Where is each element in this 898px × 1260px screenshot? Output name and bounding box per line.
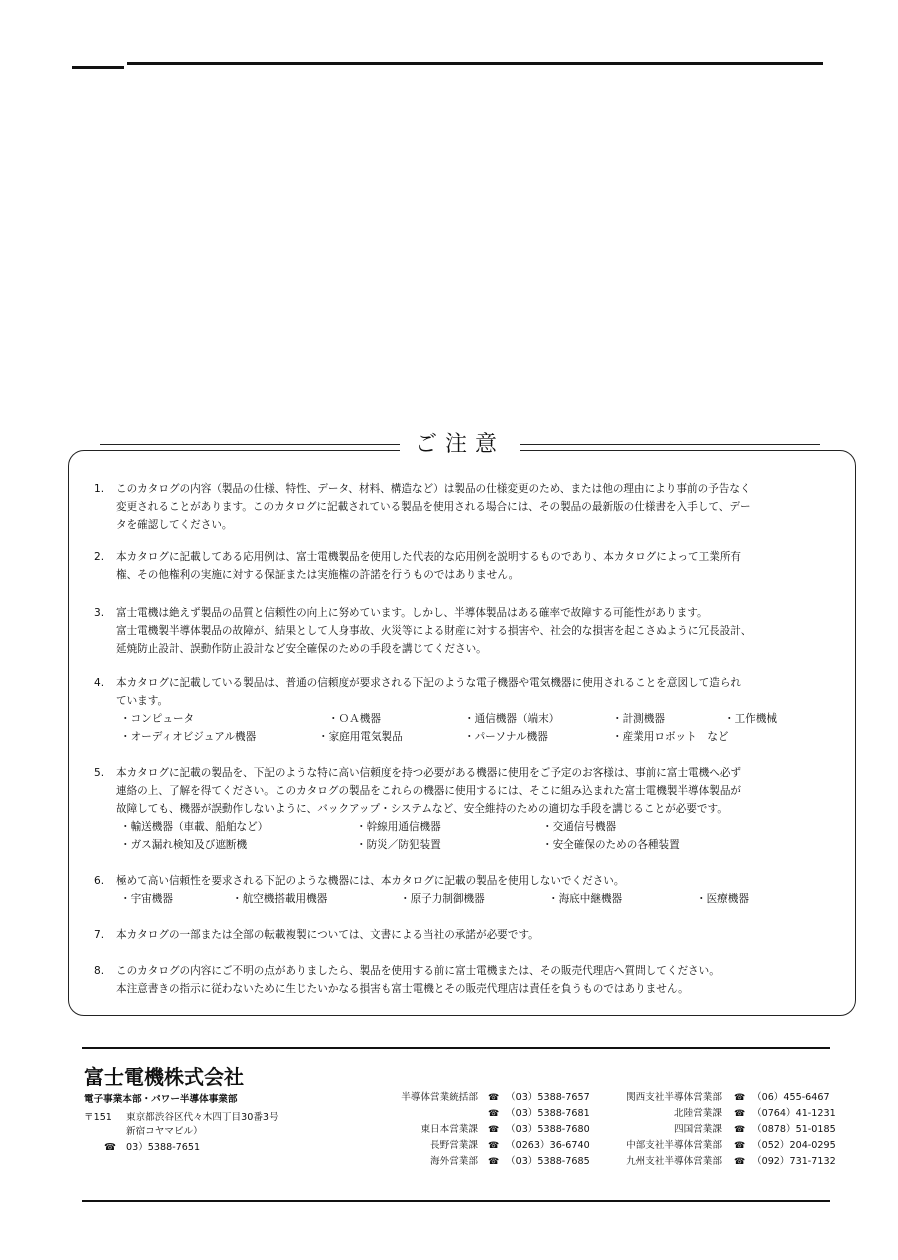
device-category: ・交通信号機器 <box>542 821 617 833</box>
phone-icon: ☎ <box>734 1109 746 1119</box>
device-category: ・医療機器 <box>696 893 749 905</box>
item-text-line: 本カタログに記載してある応用例は、富士電機製品を使用した代表的な応用例を説明するものであり、本カタログによって工業所有 <box>116 551 742 563</box>
item-text <box>116 604 832 658</box>
device-category: ・ガス漏れ検知及び遮断機 <box>120 839 248 851</box>
device-category: ・計測機器 <box>612 713 665 725</box>
device-category: ・コンピュータ <box>120 713 195 725</box>
item-text <box>116 548 832 584</box>
device-category: ・家庭用電気製品 <box>318 731 403 743</box>
item-text-line: 本カタログの一部または全部の転載複製については、文書による当社の承諾が必要です。 <box>116 929 539 941</box>
item-text-line: 極めて高い信頼性を要求される下記のような機器には、本カタログに記載の製品を使用しないでください。 <box>116 875 625 887</box>
item-text-line: 本カタログに記載している製品は、普通の信頼度が要求される下記のような電子機器や電気機器に使用されることを意図して造られ <box>116 677 742 689</box>
device-category: ・宇宙機器 <box>120 893 173 905</box>
device-category: ・安全確保のための各種装置 <box>542 839 680 851</box>
office-name: 中部支社半導体営業部 <box>626 1140 722 1151</box>
title-line-right <box>520 444 820 445</box>
company-tel: 03）5388-7651 <box>126 1142 201 1153</box>
device-category: ・防災／防犯装置 <box>356 839 441 851</box>
company-division: 電子事業本部・パワー半導体事業部 <box>84 1094 238 1105</box>
device-category: ・航空機搭載用機器 <box>232 893 328 905</box>
phone-icon: ☎ <box>734 1141 746 1151</box>
phone-icon: ☎ <box>488 1109 500 1119</box>
item-text-line: 本カタログに記載の製品を、下記のような特に高い信頼度を持つ必要がある機器に使用をご予定のお客様は、事前に富士電機へ必ず <box>116 767 742 779</box>
item-text <box>116 674 832 710</box>
item-text-line: 本注意書きの指示に従わないために生じたいかなる損害も富士電機とその販売代理店は責任を負うものではありません。 <box>116 983 689 995</box>
item-text <box>116 926 832 944</box>
office-name: 半導体営業統括部 <box>401 1092 478 1103</box>
device-category: ・工作機械 <box>724 713 777 725</box>
office-tel: （06）455-6467 <box>752 1092 830 1103</box>
item-number: 3. <box>94 607 105 619</box>
office-tel: （03）5388-7685 <box>506 1156 590 1167</box>
item-text-line: ています。 <box>116 695 169 707</box>
office-name: 北陸営業課 <box>674 1108 722 1119</box>
address-line-2: 新宿コヤマビル） <box>126 1126 203 1137</box>
item-number: 5. <box>94 767 105 779</box>
device-category: ・オーディオビジュアル機器 <box>120 731 257 743</box>
phone-icon: ☎ <box>734 1157 746 1167</box>
title-line-left <box>100 444 400 445</box>
office-name: 海外営業部 <box>430 1156 478 1167</box>
top-rule-left <box>72 66 124 69</box>
address-line-1: 東京都渋谷区代々木四丁目30番3号 <box>126 1112 279 1123</box>
item-number: 1. <box>94 483 105 495</box>
phone-icon: ☎ <box>734 1093 746 1103</box>
item-text <box>116 480 832 534</box>
postal-code: 〒151 <box>84 1112 112 1123</box>
device-category: ・産業用ロボット など <box>612 731 729 743</box>
item-text <box>116 962 832 998</box>
office-name: 長野営業課 <box>430 1140 478 1151</box>
office-name: 東日本営業課 <box>420 1124 478 1135</box>
item-text <box>116 872 832 890</box>
device-category: ・輸送機器（車載、船舶など） <box>120 821 269 833</box>
device-category: ・通信機器（端末） <box>464 713 560 725</box>
item-text-line: 変更されることがあります。このカタログに記載されている製品を使用される場合には、その製品の最新版の仕様書を入手して、デー <box>116 501 751 513</box>
item-text-line: このカタログの内容（製品の仕様、特性、データ、材料、構造など）は製品の仕様変更のため、または他の理由により事前の予告なく <box>116 483 751 495</box>
phone-icon: ☎ <box>734 1125 746 1135</box>
item-text-line: 富士電機製半導体製品の故障が、結果として人身事故、火災等による財産に対する損害や、社会的な損害を起こさぬように冗長設計、 <box>116 625 752 637</box>
office-tel: （0263）36-6740 <box>506 1140 590 1151</box>
office-tel: （0764）41-1231 <box>752 1108 836 1119</box>
office-tel: （03）5388-7680 <box>506 1124 590 1135</box>
item-text-line: 故障しても、機器が誤動作しないように、バックアップ・システムなど、安全維持のための適切な手段を講じることが必要です。 <box>116 803 728 815</box>
notice-title: ご注意 <box>400 432 520 458</box>
phone-icon: ☎ <box>488 1125 500 1135</box>
device-category: ・幹線用通信機器 <box>356 821 441 833</box>
device-category: ・海底中継機器 <box>548 893 623 905</box>
phone-icon: ☎ <box>104 1142 116 1153</box>
office-tel: （092）731-7132 <box>752 1156 836 1167</box>
item-text-line: 延焼防止設計、誤動作防止設計など安全確保のための手段を講じてください。 <box>116 643 487 655</box>
office-tel: （0878）51-0185 <box>752 1124 836 1135</box>
item-number: 8. <box>94 965 105 977</box>
device-category: ・原子力制御機器 <box>400 893 485 905</box>
item-text-line: 連絡の上、了解を得てください。このカタログの製品をこれらの機器に使用するには、そこに組み込まれた富士電機製半導体製品が <box>116 785 742 797</box>
office-tel: （03）5388-7681 <box>506 1108 590 1119</box>
item-text-line: 富士電機は絶えず製品の品質と信頼性の向上に努めています。しかし、半導体製品はある確率で故障する可能性があります。 <box>116 607 708 619</box>
footer-rule-top <box>82 1047 830 1049</box>
office-name: 関西支社半導体営業部 <box>626 1092 722 1103</box>
phone-icon: ☎ <box>488 1141 500 1151</box>
item-text-line: 権、その他権利の実施に対する保証または実施権の許諾を行うものではありません。 <box>116 569 520 581</box>
item-text-line: このカタログの内容にご不明の点がありましたら、製品を使用する前に富士電機または、その販売代理店へ質問してください。 <box>116 965 720 977</box>
phone-icon: ☎ <box>488 1093 500 1103</box>
item-text <box>116 764 832 818</box>
item-text-line: タを確認してください。 <box>116 519 233 531</box>
footer-rule-bottom <box>82 1200 830 1202</box>
office-tel: （03）5388-7657 <box>506 1092 590 1103</box>
item-number: 6. <box>94 875 105 887</box>
top-rule-right <box>127 62 823 65</box>
office-tel: （052）204-0295 <box>752 1140 836 1151</box>
device-category: ・パーソナル機器 <box>464 731 548 743</box>
item-number: 2. <box>94 551 105 563</box>
company-name: 富士電機株式会社 <box>84 1065 244 1089</box>
office-name: 九州支社半導体営業部 <box>626 1156 722 1167</box>
item-number: 7. <box>94 929 105 941</box>
office-name: 四国営業課 <box>674 1124 722 1135</box>
device-category: ・ＯＡ機器 <box>328 713 381 725</box>
item-number: 4. <box>94 677 105 689</box>
phone-icon: ☎ <box>488 1157 500 1167</box>
